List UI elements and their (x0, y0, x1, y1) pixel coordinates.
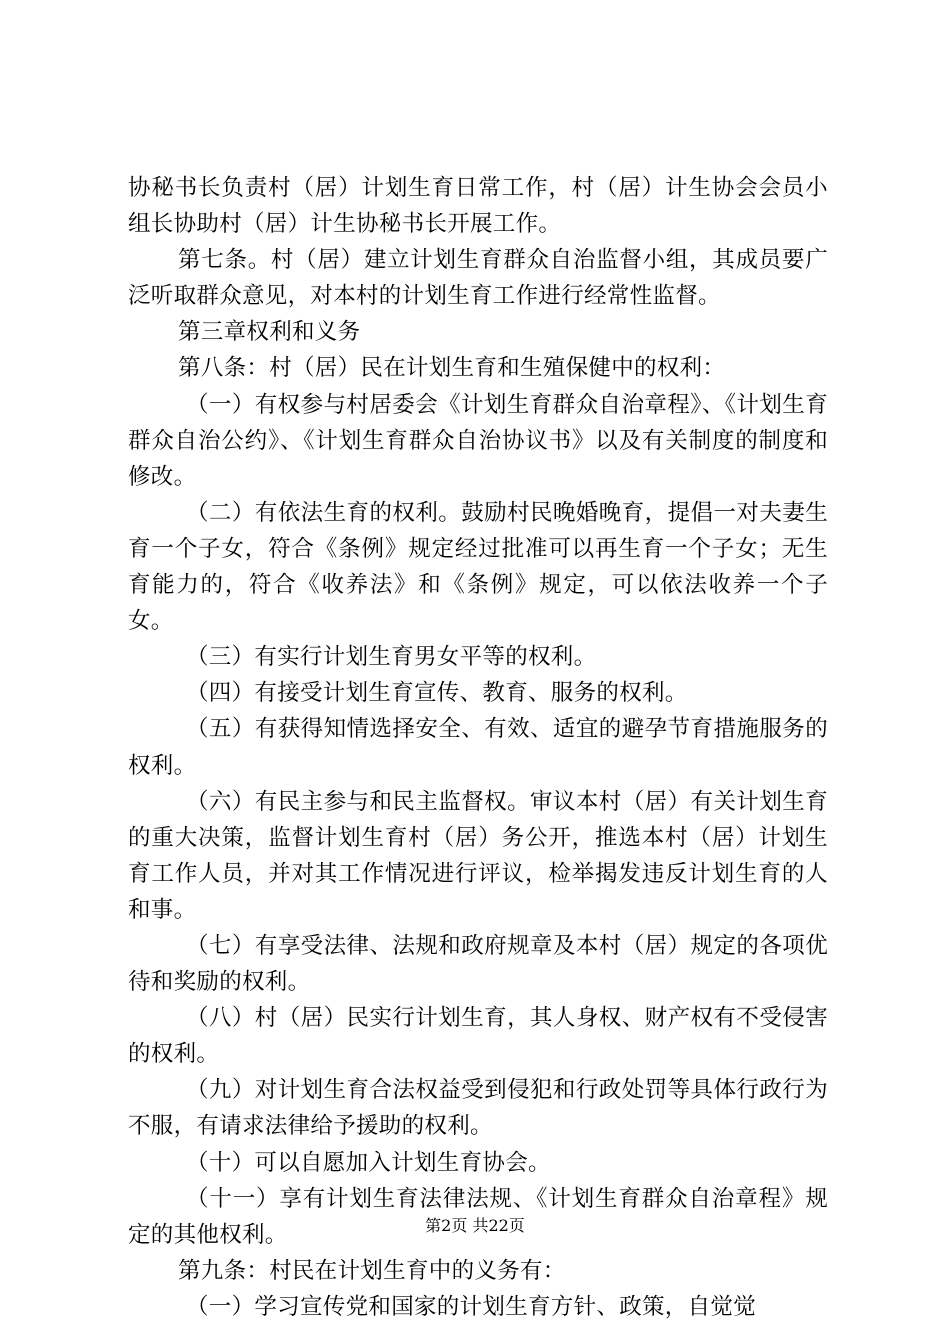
list-item: （一）学习宣传党和国家的计划生育方针、政策，自觉觉 (186, 1293, 757, 1320)
chapter-heading: 第三章权利和义务 (178, 319, 361, 346)
paragraph-article-9: 第九条：村民在计划生育中的义务有： (178, 1257, 566, 1284)
list-item: （三）有实行计划生育男女平等的权利。 (186, 644, 597, 671)
document-body (128, 170, 828, 1325)
list-item: （十）可以自愿加入计划生育协会。 (186, 1149, 551, 1176)
list-item: （八）村（居）民实行计划生育，其人身权、财产权有不受侵害的权利。 (128, 1005, 828, 1068)
list-item: （二）有依法生育的权利。鼓励村民晚婚晚育，提倡一对夫妻生育一个子女，符合《条例》规定经过批准可以再生育一个子女；无生育能力的，符合《收养法》和《条例》规定，可以依法收养一个子女。 (128, 499, 828, 635)
list-item: （五）有获得知情选择安全、有效、适宜的避孕节育措施服务的权利。 (128, 716, 828, 779)
list-item: （一）有权参与村居委会《计划生育群众自治章程》、《计划生育群众自治公约》、《计划生育群众自治协议书》以及有关制度的制度和修改。 (128, 391, 828, 490)
paragraph-article-8: 第八条：村（居）民在计划生育和生殖保健中的权利： (178, 355, 726, 382)
list-item: （四）有接受计划生育宣传、教育、服务的权利。 (186, 680, 688, 707)
list-item: （六）有民主参与和民主监督权。审议本村（居）有关计划生育的重大决策，监督计划生育村（居）务公开，推选本村（居）计划生育工作人员，并对其工作情况进行评议，检举揭发违反计划生育的人和事。 (128, 788, 828, 923)
list-item: （九）对计划生育合法权益受到侵犯和行政处罚等具体行政行为不服，有请求法律给予援助的权利。 (128, 1077, 828, 1140)
list-item: （七）有享受法律、法规和政府规章及本村（居）规定的各项优待和奖励的权利。 (128, 932, 828, 996)
paragraph-article-7: 第七条。村（居）建立计划生育群众自治监督小组，其成员要广泛听取群众意见，对本村的计划生育工作进行经常性监督。 (128, 247, 828, 310)
page-number-footer: 第2页 共22页 (425, 1216, 525, 1235)
list-item: （十一）享有计划生育法律法规、《计划生育群众自治章程》规定的其他权利。 (128, 1185, 828, 1248)
paragraph-continuation: 协秘书长负责村（居）计划生育日常工作，村（居）计生协会会员小组长协助村（居）计生协秘书长开展工作。 (128, 175, 828, 238)
